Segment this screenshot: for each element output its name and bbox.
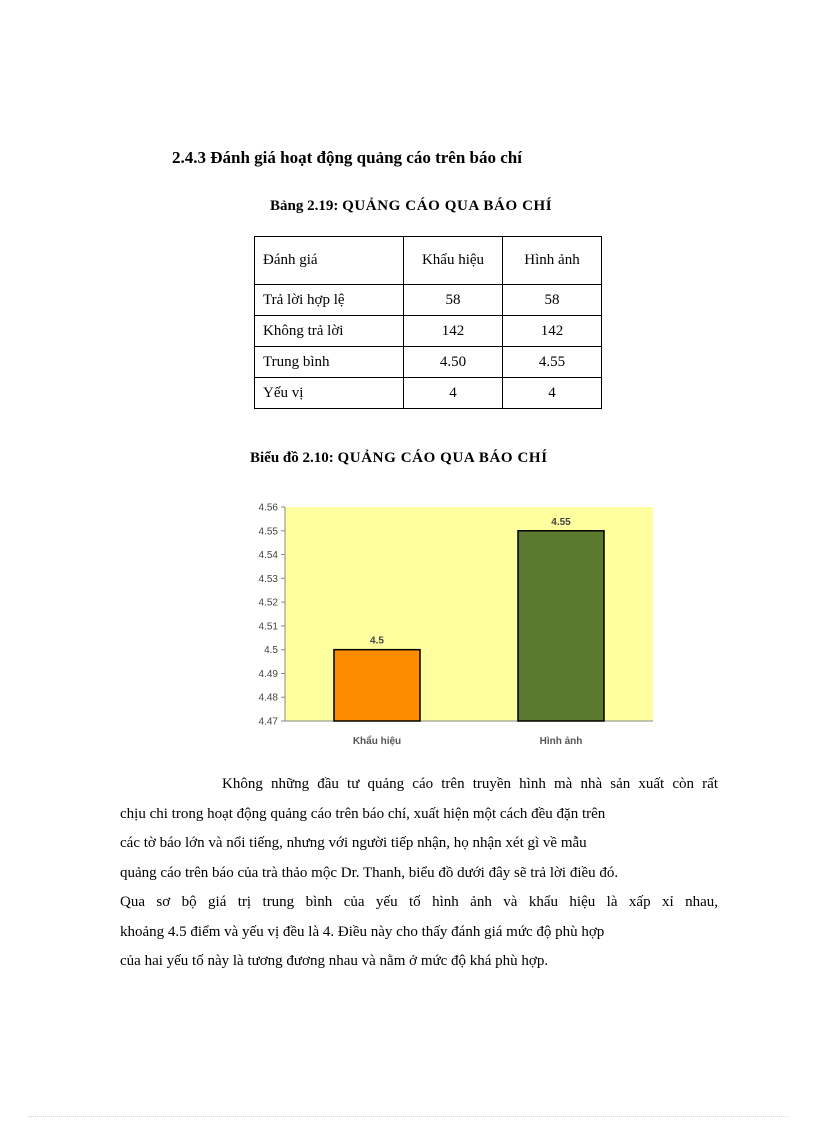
y-tick-label: 4.48 <box>258 692 278 704</box>
y-tick-label: 4.51 <box>258 621 278 633</box>
bar <box>334 650 420 721</box>
table-caption <box>270 198 552 215</box>
table-header-cell: Khẩu hiệu <box>404 237 503 285</box>
chart-caption <box>250 450 548 467</box>
table-cell: Trả lời hợp lệ <box>255 285 404 316</box>
paragraph-line: Không những đầu tư quảng cáo trên truyền hình mà nhà sản xuất còn rất <box>222 776 718 792</box>
table-cell: Yếu vị <box>255 378 404 409</box>
paragraph-line: chịu chi trong hoạt động quảng cáo trên báo chí, xuất hiện một cách đều đặn trên <box>120 805 606 822</box>
chart-caption-title: QUẢNG CÁO QUA BÁO CHÍ <box>337 450 548 466</box>
table-row <box>255 285 602 316</box>
table-cell: 58 <box>404 285 503 316</box>
bar <box>518 531 604 721</box>
table-cell: 58 <box>503 285 602 316</box>
x-category-label: Hình ảnh <box>539 736 583 747</box>
paragraph-line: các tờ báo lớn và nổi tiếng, nhưng với người tiếp nhận, họ nhận xét gì về mẫu <box>120 835 587 851</box>
body-paragraph <box>120 770 770 977</box>
table-cell: Trung bình <box>255 347 404 378</box>
paragraph-line: của hai yếu tố này là tương đương nhau và nằm ở mức độ khá phù hợp. <box>120 953 549 969</box>
evaluation-table <box>254 236 602 409</box>
table-cell: 142 <box>503 316 602 347</box>
paragraph-line: khoảng 4.5 điểm và yếu vị đều là 4. Điều này cho thấy đánh giá mức độ phù hợp <box>120 923 605 940</box>
table-cell: 142 <box>404 316 503 347</box>
table-caption-title: QUẢNG CÁO QUA BÁO CHÍ <box>342 198 553 214</box>
y-tick-label: 4.47 <box>258 716 278 728</box>
table-cell: 4 <box>404 378 503 409</box>
table-cell: 4 <box>503 378 602 409</box>
table-header-cell: Đánh giá <box>255 237 404 285</box>
table-row <box>255 347 602 378</box>
table-row <box>255 378 602 409</box>
chart-caption-prefix: Biểu đồ 2.10: <box>250 450 334 466</box>
paragraph-line: Qua sơ bộ giá trị trung bình của yếu tố hình ảnh và khẩu hiệu là xấp xỉ nhau, <box>120 894 718 910</box>
table-cell: 4.55 <box>503 347 602 378</box>
table-cell: 4.50 <box>404 347 503 378</box>
page-footer-rule <box>28 1116 788 1117</box>
y-tick-label: 4.49 <box>258 668 278 680</box>
table-header-row <box>255 237 602 285</box>
y-tick-label: 4.53 <box>258 573 278 585</box>
x-category-label: Khẩu hiệu <box>352 736 402 747</box>
y-tick-label: 4.56 <box>258 502 278 514</box>
y-tick-label: 4.54 <box>258 550 278 562</box>
data-label: 4.5 <box>370 635 384 647</box>
data-label: 4.55 <box>551 516 571 528</box>
section-heading: 2.4.3 Đánh giá hoạt động quảng cáo trên báo chí <box>172 148 522 167</box>
y-tick-label: 4.55 <box>258 526 278 538</box>
table-header-cell: Hình ảnh <box>503 237 602 285</box>
y-tick-label: 4.5 <box>264 645 278 657</box>
paragraph-line: quảng cáo trên báo của trà thảo mộc Dr. Thanh, biểu đồ dưới đây sẽ trả lời điều đó. <box>120 864 619 881</box>
table-caption-prefix: Bảng 2.19: <box>270 198 339 214</box>
y-tick-label: 4.52 <box>258 597 278 609</box>
bar-chart <box>232 496 672 756</box>
table-row <box>255 316 602 347</box>
table-cell: Không trả lời <box>255 316 404 347</box>
